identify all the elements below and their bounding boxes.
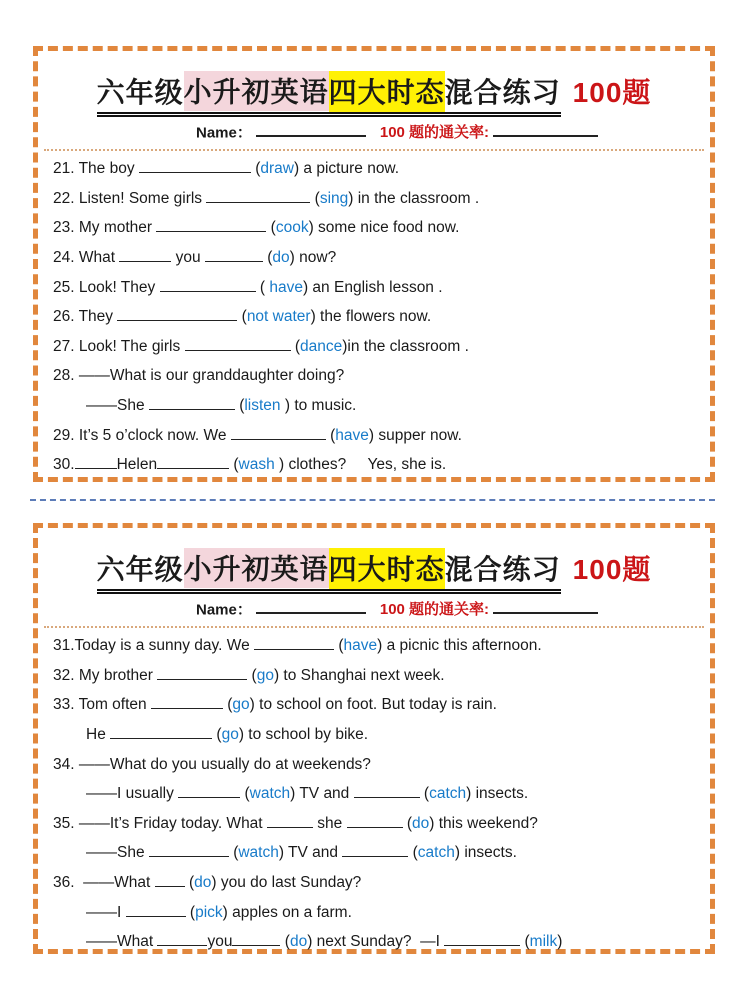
answer-blank[interactable] <box>444 930 520 946</box>
question-text: ) clothes? Yes, she is. <box>274 456 447 474</box>
answer-blank[interactable] <box>157 453 229 469</box>
answer-blank[interactable] <box>206 187 310 203</box>
question-line <box>48 838 700 868</box>
question-text: ( <box>325 426 336 444</box>
question-line <box>48 184 700 214</box>
question-text: ( <box>408 844 418 862</box>
question-line <box>48 661 700 691</box>
answer-blank[interactable] <box>117 306 237 322</box>
name-label: Name： <box>196 124 252 142</box>
question-text: Helen <box>116 456 158 474</box>
question-list-2 <box>48 631 700 957</box>
question-text: ( <box>280 933 290 951</box>
verb-hint: do <box>289 933 308 951</box>
question-text: ( <box>228 844 239 862</box>
verb-hint: go <box>232 696 250 714</box>
question-text: 22. Listen! Some girls <box>53 189 207 207</box>
question-text: ——She <box>86 844 149 862</box>
header-separator <box>44 149 704 151</box>
answer-blank[interactable] <box>254 635 334 651</box>
question-text: 30. <box>53 456 75 474</box>
question-text: ) to Shanghai next week. <box>273 666 445 684</box>
question-line <box>48 720 700 750</box>
question-text: ( <box>222 696 233 714</box>
question-text: ( <box>255 278 270 296</box>
question-line <box>48 421 700 451</box>
question-text: ) now? <box>289 249 337 267</box>
answer-blank[interactable] <box>160 276 256 292</box>
verb-hint: catch <box>429 785 467 803</box>
answer-blank[interactable] <box>205 246 263 262</box>
question-text: 34. ——What do you usually do at weekends? <box>53 755 371 773</box>
question-text: ( <box>419 785 430 803</box>
question-line <box>48 243 700 273</box>
question-line <box>48 631 700 661</box>
title-question-count: 100题 <box>572 554 652 585</box>
verb-hint: have <box>269 278 303 296</box>
answer-blank[interactable] <box>149 394 235 410</box>
answer-blank[interactable] <box>232 930 280 946</box>
question-text: 26. They <box>53 308 118 326</box>
question-text: ( <box>185 903 196 921</box>
verb-hint: have <box>335 426 369 444</box>
question-text: ) TV and <box>278 844 343 862</box>
question-text: you <box>207 933 233 951</box>
question-text: ( <box>290 337 301 355</box>
question-line <box>48 302 700 332</box>
pass-rate-blank[interactable] <box>493 598 598 614</box>
title-suffix: 混合练习 <box>444 554 561 585</box>
verb-hint: cook <box>275 219 309 237</box>
question-text: 29. It’s 5 o’clock now. We <box>53 426 231 444</box>
question-text: ) in the classroom . <box>348 189 480 207</box>
question-line <box>48 361 700 391</box>
question-text: ) a picture now. <box>293 160 400 178</box>
question-text: ( <box>184 874 195 891</box>
question-text: ) apples on a farm. <box>222 903 352 921</box>
question-text: )in the classroom . <box>342 337 469 355</box>
verb-hint: wash <box>238 456 275 474</box>
cut-line-divider <box>30 499 715 501</box>
question-line <box>48 690 700 720</box>
verb-hint: go <box>256 666 274 684</box>
title-highlight-yellow: 四大时态 <box>329 71 445 113</box>
verb-hint: go <box>221 726 239 744</box>
title-highlight-yellow: 四大时态 <box>329 548 445 590</box>
pass-rate-label: 100 题的通关率: <box>379 601 490 619</box>
question-line <box>48 450 700 480</box>
question-text: 25. Look! They <box>53 278 160 296</box>
question-line <box>48 750 700 780</box>
answer-blank[interactable] <box>149 842 229 858</box>
answer-blank[interactable] <box>267 812 313 828</box>
name-blank[interactable] <box>256 121 366 137</box>
question-list-1 <box>48 154 700 480</box>
verb-hint: dance <box>300 337 343 355</box>
answer-blank[interactable] <box>231 424 326 440</box>
answer-blank[interactable] <box>347 812 403 828</box>
verb-hint: pick <box>195 903 223 921</box>
verb-hint: watch <box>249 785 291 803</box>
question-text: 31.Today is a sunny day. We <box>53 637 255 655</box>
question-text: ( <box>234 397 245 414</box>
answer-blank[interactable] <box>110 723 212 739</box>
question-text: ) TV and <box>290 785 354 803</box>
question-text: ( <box>266 219 276 237</box>
answer-blank[interactable] <box>156 217 266 233</box>
question-text: ( <box>240 785 250 803</box>
question-line <box>48 898 700 928</box>
answer-blank[interactable] <box>354 783 420 799</box>
name-row <box>196 598 700 619</box>
question-text: ( <box>237 308 247 326</box>
question-text: ) supper now. <box>368 426 462 444</box>
answer-blank[interactable] <box>178 783 240 799</box>
question-text: ) to school on foot. But today is rain. <box>249 696 497 714</box>
question-text: ( <box>212 726 222 744</box>
question-text: ——She <box>86 397 149 414</box>
question-text: ) insects. <box>454 844 517 862</box>
title-highlight-pink: 小升初英语 <box>184 548 329 587</box>
question-text: ——What <box>86 933 158 951</box>
title-underlined-text <box>97 77 561 117</box>
question-text: ) this weekend? <box>429 814 538 832</box>
answer-blank[interactable] <box>119 246 171 262</box>
question-text: He <box>86 726 111 744</box>
verb-hint: watch <box>238 844 279 862</box>
question-text: 33. Tom often <box>53 696 151 714</box>
question-text: ) next Sunday? —I <box>307 933 445 951</box>
question-text: ) a picnic this afternoon. <box>377 637 542 655</box>
question-line <box>48 927 700 957</box>
question-text: ) <box>557 933 563 951</box>
pass-rate-label: 100 题的通关率: <box>379 124 490 142</box>
question-text: ) to school by bike. <box>238 726 369 744</box>
worksheet-title <box>48 71 700 111</box>
verb-hint: do <box>272 249 290 267</box>
question-text: ) an English lesson . <box>302 278 443 296</box>
verb-hint: catch <box>417 844 455 862</box>
verb-hint: sing <box>319 189 349 207</box>
title-underlined-text <box>97 554 561 594</box>
worksheet-panel-1 <box>33 46 715 482</box>
question-text: 36. ——What <box>53 874 155 891</box>
question-text: ) you do last Sunday? <box>211 874 362 891</box>
question-text: 28. ——What is our granddaughter doing? <box>53 367 345 385</box>
answer-blank[interactable] <box>75 453 117 469</box>
question-text: 24. What <box>53 249 120 267</box>
title-prefix: 六年级 <box>96 554 184 585</box>
question-text: ——I usually <box>86 785 179 803</box>
name-blank[interactable] <box>256 598 366 614</box>
question-text: 32. My brother <box>53 666 158 684</box>
question-line <box>48 332 700 362</box>
question-text: 21. The boy <box>53 160 139 178</box>
question-line <box>48 273 700 303</box>
answer-blank[interactable] <box>155 871 185 887</box>
question-text: 23. My mother <box>53 219 157 237</box>
title-suffix: 混合练习 <box>444 77 561 108</box>
verb-hint: do <box>194 874 212 891</box>
question-text: 35. ——It’s Friday today. What <box>53 814 267 832</box>
question-text: ——I <box>86 903 126 921</box>
title-prefix: 六年级 <box>96 77 184 108</box>
question-line <box>48 154 700 184</box>
question-text: she <box>312 814 347 832</box>
question-text: ) the flowers now. <box>310 308 432 326</box>
question-text: you <box>171 249 205 267</box>
verb-hint: do <box>412 814 430 832</box>
title-question-count: 100题 <box>572 77 652 108</box>
worksheet-panel-2 <box>33 523 715 954</box>
question-text: ( <box>310 189 320 207</box>
question-text: ( <box>247 666 257 684</box>
question-line <box>48 391 700 421</box>
answer-blank[interactable] <box>157 664 247 680</box>
question-text: ( <box>334 637 344 655</box>
question-line <box>48 809 700 839</box>
answer-blank[interactable] <box>342 842 408 858</box>
question-text: ) some nice food now. <box>308 219 460 237</box>
pass-rate-blank[interactable] <box>493 121 598 137</box>
verb-hint: draw <box>260 160 294 178</box>
header-separator <box>44 626 704 628</box>
verb-hint: milk <box>529 933 558 951</box>
question-text: ( <box>262 249 273 267</box>
title-highlight-pink: 小升初英语 <box>184 71 329 110</box>
question-text: ) insects. <box>466 785 529 803</box>
answer-blank[interactable] <box>151 694 223 710</box>
question-text: ) to music. <box>280 397 357 414</box>
verb-hint: have <box>343 637 378 655</box>
answer-blank[interactable] <box>185 335 291 351</box>
name-label: Name： <box>196 601 252 619</box>
question-text: ( <box>250 160 261 178</box>
name-row <box>196 121 700 142</box>
worksheet-title <box>48 548 700 588</box>
question-text: ( <box>520 933 530 951</box>
answer-blank[interactable] <box>157 930 207 946</box>
verb-hint: listen <box>244 397 281 414</box>
question-line <box>48 213 700 243</box>
question-text: ( <box>229 456 239 474</box>
question-text: 27. Look! The girls <box>53 337 185 355</box>
answer-blank[interactable] <box>126 901 186 917</box>
verb-hint: not water <box>246 308 311 326</box>
question-line <box>48 779 700 809</box>
answer-blank[interactable] <box>139 158 251 174</box>
question-line <box>48 868 700 898</box>
question-text: ( <box>402 814 412 832</box>
